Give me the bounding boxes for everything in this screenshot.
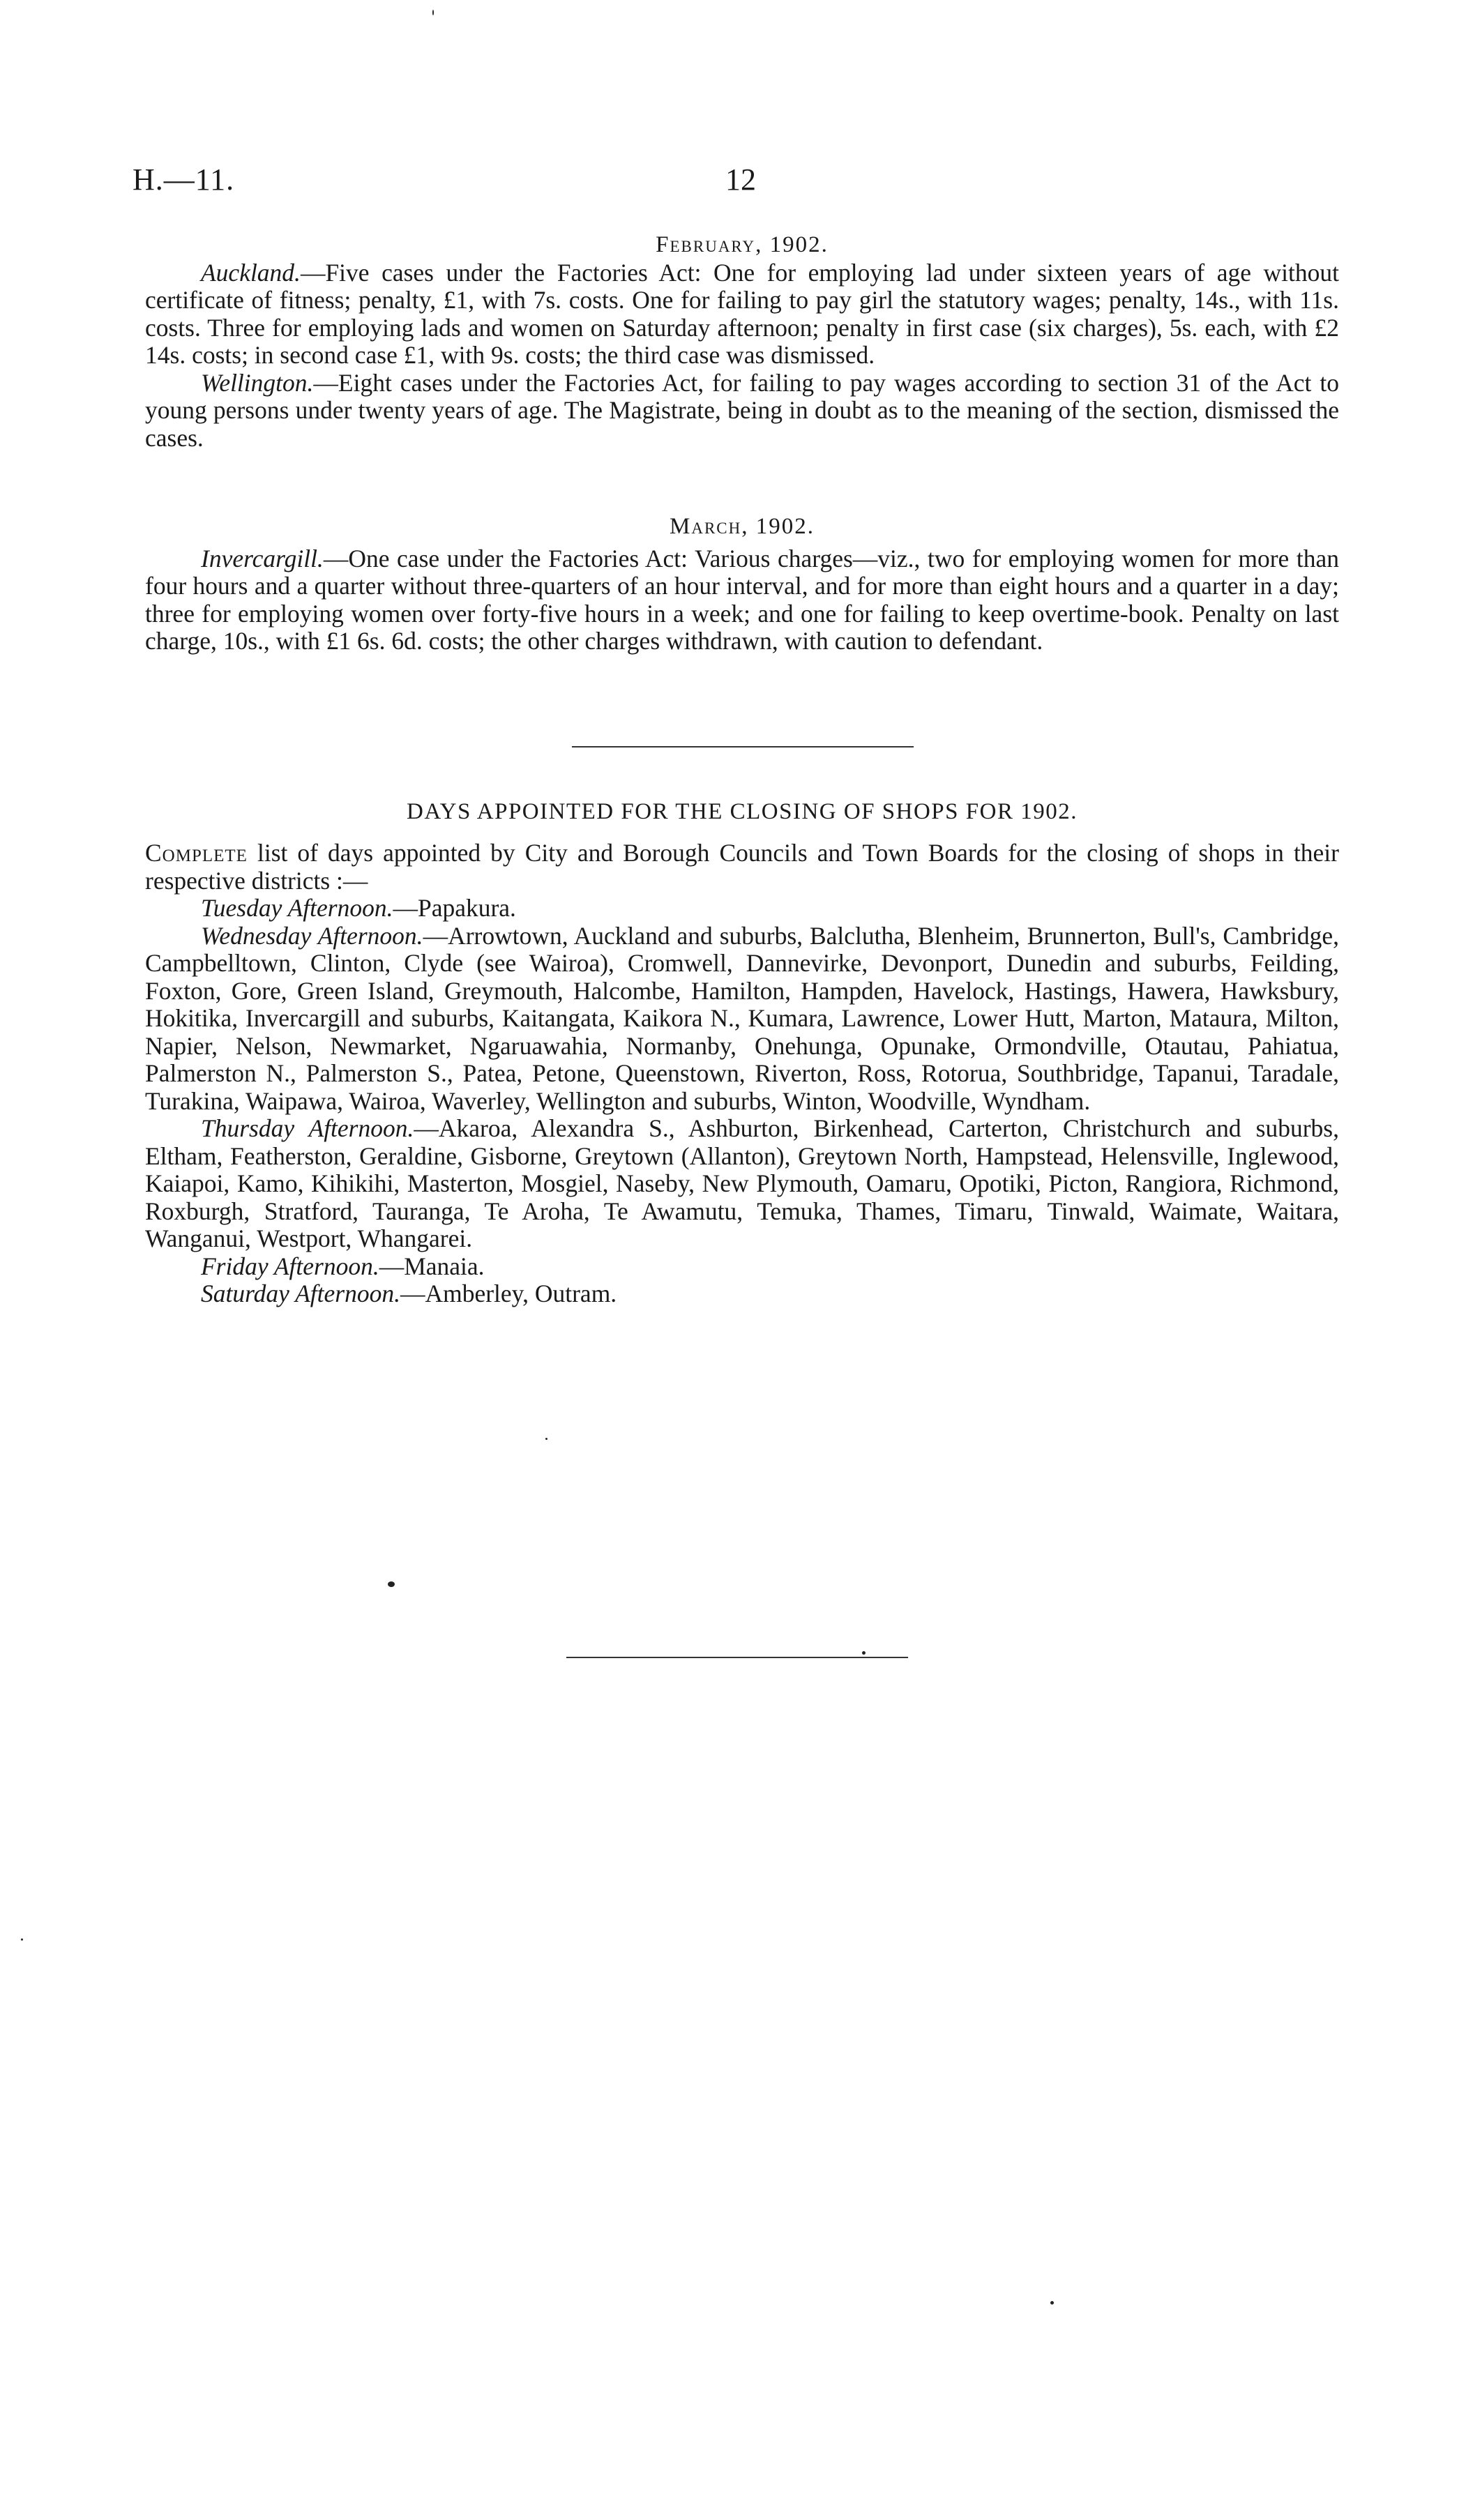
- places-tuesday: —Papakura.: [393, 894, 516, 922]
- page-number: 12: [725, 162, 756, 197]
- entry-invercargill-text: —One case under the Factories Act: Various charges—viz., two for employing women for more than four hours and a quarter without three-quarters of an hour interval, and for more than eight hours and a quarter in a day; three for employing women over forty-five hours in a week; and one for failing to keep overtime-book. Penalty on last charge, 10s., with £1 6s. 6d. costs; the other charges withdrawn, with caution to defendant.: [145, 544, 1339, 655]
- places-thursday: —Akaroa, Alexandra S., Ashburton, Birkenhead, Carterton, Christchurch and suburbs, Eltham, Featherston, Geraldine, Gisborne, Greytown (Allanton), Greytown North, Hampstead, Helensville, Inglewood, Kaiapoi, Kamo, Kihikihi, Masterton, Mosgiel, Naseby, New Plymouth, Oamaru, Opotiki, Picton, Rangiora, Richmond, Roxburgh, Stratford, Tauranga, Te Aroha, Te Awamutu, Temuka, Thames, Timaru, Tinwald, Waimate, Waitara, Wanganui, Westport, Whangarei.: [145, 1114, 1339, 1252]
- scan-speck: [545, 1438, 547, 1440]
- end-rule: [566, 1657, 908, 1658]
- day-label-thursday: Thursday Afternoon.: [201, 1114, 414, 1142]
- closing-intro: [145, 840, 1339, 895]
- intro-text: list of days appointed by City and Borough Councils and Town Boards for the closing of shops in their respective districts :—: [145, 839, 1339, 895]
- places-friday: —Manaia.: [379, 1252, 485, 1280]
- section-divider-rule: [572, 746, 914, 747]
- march-section: [145, 513, 1339, 655]
- month-heading-february: February, 1902.: [656, 232, 829, 257]
- places-wednesday: —Arrowtown, Auckland and suburbs, Balclutha, Blenheim, Brunnerton, Bull's, Cambridge, Campbelltown, Clinton, Clyde (see Wairoa), Cromwell, Dannevirke, Devonport, Dunedin and suburbs, Feilding, Foxton, Gore, Green Island, Greymouth, Halcombe, Hamilton, Hampden, Havelock, Hastings, Hawera, Hawksbury, Hokitika, Invercargill and suburbs, Kaitangata, Kaikora N., Kumara, Lawrence, Lower Hutt, Marton, Mataura, Milton, Napier, Nelson, Newmarket, Ngaruawahia, Normanby, Onehunga, Opunake, Ormondville, Otautau, Pahiatua, Palmerston N., Palmerston S., Patea, Petone, Queenstown, Riverton, Ross, Rotorua, Southbridge, Tapanui, Taradale, Turakina, Waipawa, Wairoa, Waverley, Wellington and suburbs, Winton, Woodville, Wyndham.: [145, 921, 1339, 1115]
- scan-speck: [21, 1938, 23, 1941]
- scan-speck: [862, 1651, 866, 1655]
- scan-speck: [388, 1581, 395, 1587]
- entry-wellington-text: —Eight cases under the Factories Act, for failing to pay wages according to section 31 of the Act to young persons under twenty years of age. The Magistrate, being in doubt as to the meaning of the section, dismissed the cases.: [145, 368, 1339, 452]
- day-wednesday: [145, 923, 1339, 1116]
- day-tuesday: [145, 895, 1339, 923]
- entry-invercargill: [145, 545, 1339, 655]
- month-heading-march: March, 1902.: [670, 514, 815, 539]
- day-saturday: [145, 1280, 1339, 1308]
- place-auckland: Auckland.: [201, 258, 301, 287]
- entry-auckland: [145, 259, 1339, 370]
- day-label-tuesday: Tuesday Afternoon.: [201, 894, 393, 922]
- scan-speck: [1050, 2301, 1054, 2305]
- day-friday: [145, 1253, 1339, 1281]
- places-saturday: —Amberley, Outram.: [400, 1280, 617, 1307]
- closing-days-section: [145, 840, 1339, 1308]
- entry-auckland-text: —Five cases under the Factories Act: One for employing lad under sixteen years of age without certificate of fitness; penalty, £1, with 7s. costs. One for failing to pay girl the statutory wages; penalty, 14s., with 11s. costs. Three for employing lads and women on Saturday afternoon; penalty in first case (six charges), 5s. each, with £2 14s. costs; in second case £1, with 9s. costs; the third case was dismissed.: [145, 258, 1339, 369]
- intro-lead-word: Complete: [145, 839, 248, 867]
- place-wellington: Wellington.: [201, 368, 314, 397]
- entry-wellington: [145, 370, 1339, 453]
- february-section: [145, 231, 1339, 452]
- scan-speck: [432, 10, 434, 15]
- section-title: DAYS APPOINTED FOR THE CLOSING OF SHOPS FOR 1902.: [407, 799, 1078, 824]
- day-label-friday: Friday Afternoon.: [201, 1252, 379, 1280]
- day-label-saturday: Saturday Afternoon.: [201, 1280, 400, 1307]
- day-label-wednesday: Wednesday Afternoon.: [201, 921, 423, 950]
- place-invercargill: Invercargill.: [201, 544, 324, 572]
- day-thursday: [145, 1115, 1339, 1253]
- document-reference: H.—11.: [133, 162, 235, 197]
